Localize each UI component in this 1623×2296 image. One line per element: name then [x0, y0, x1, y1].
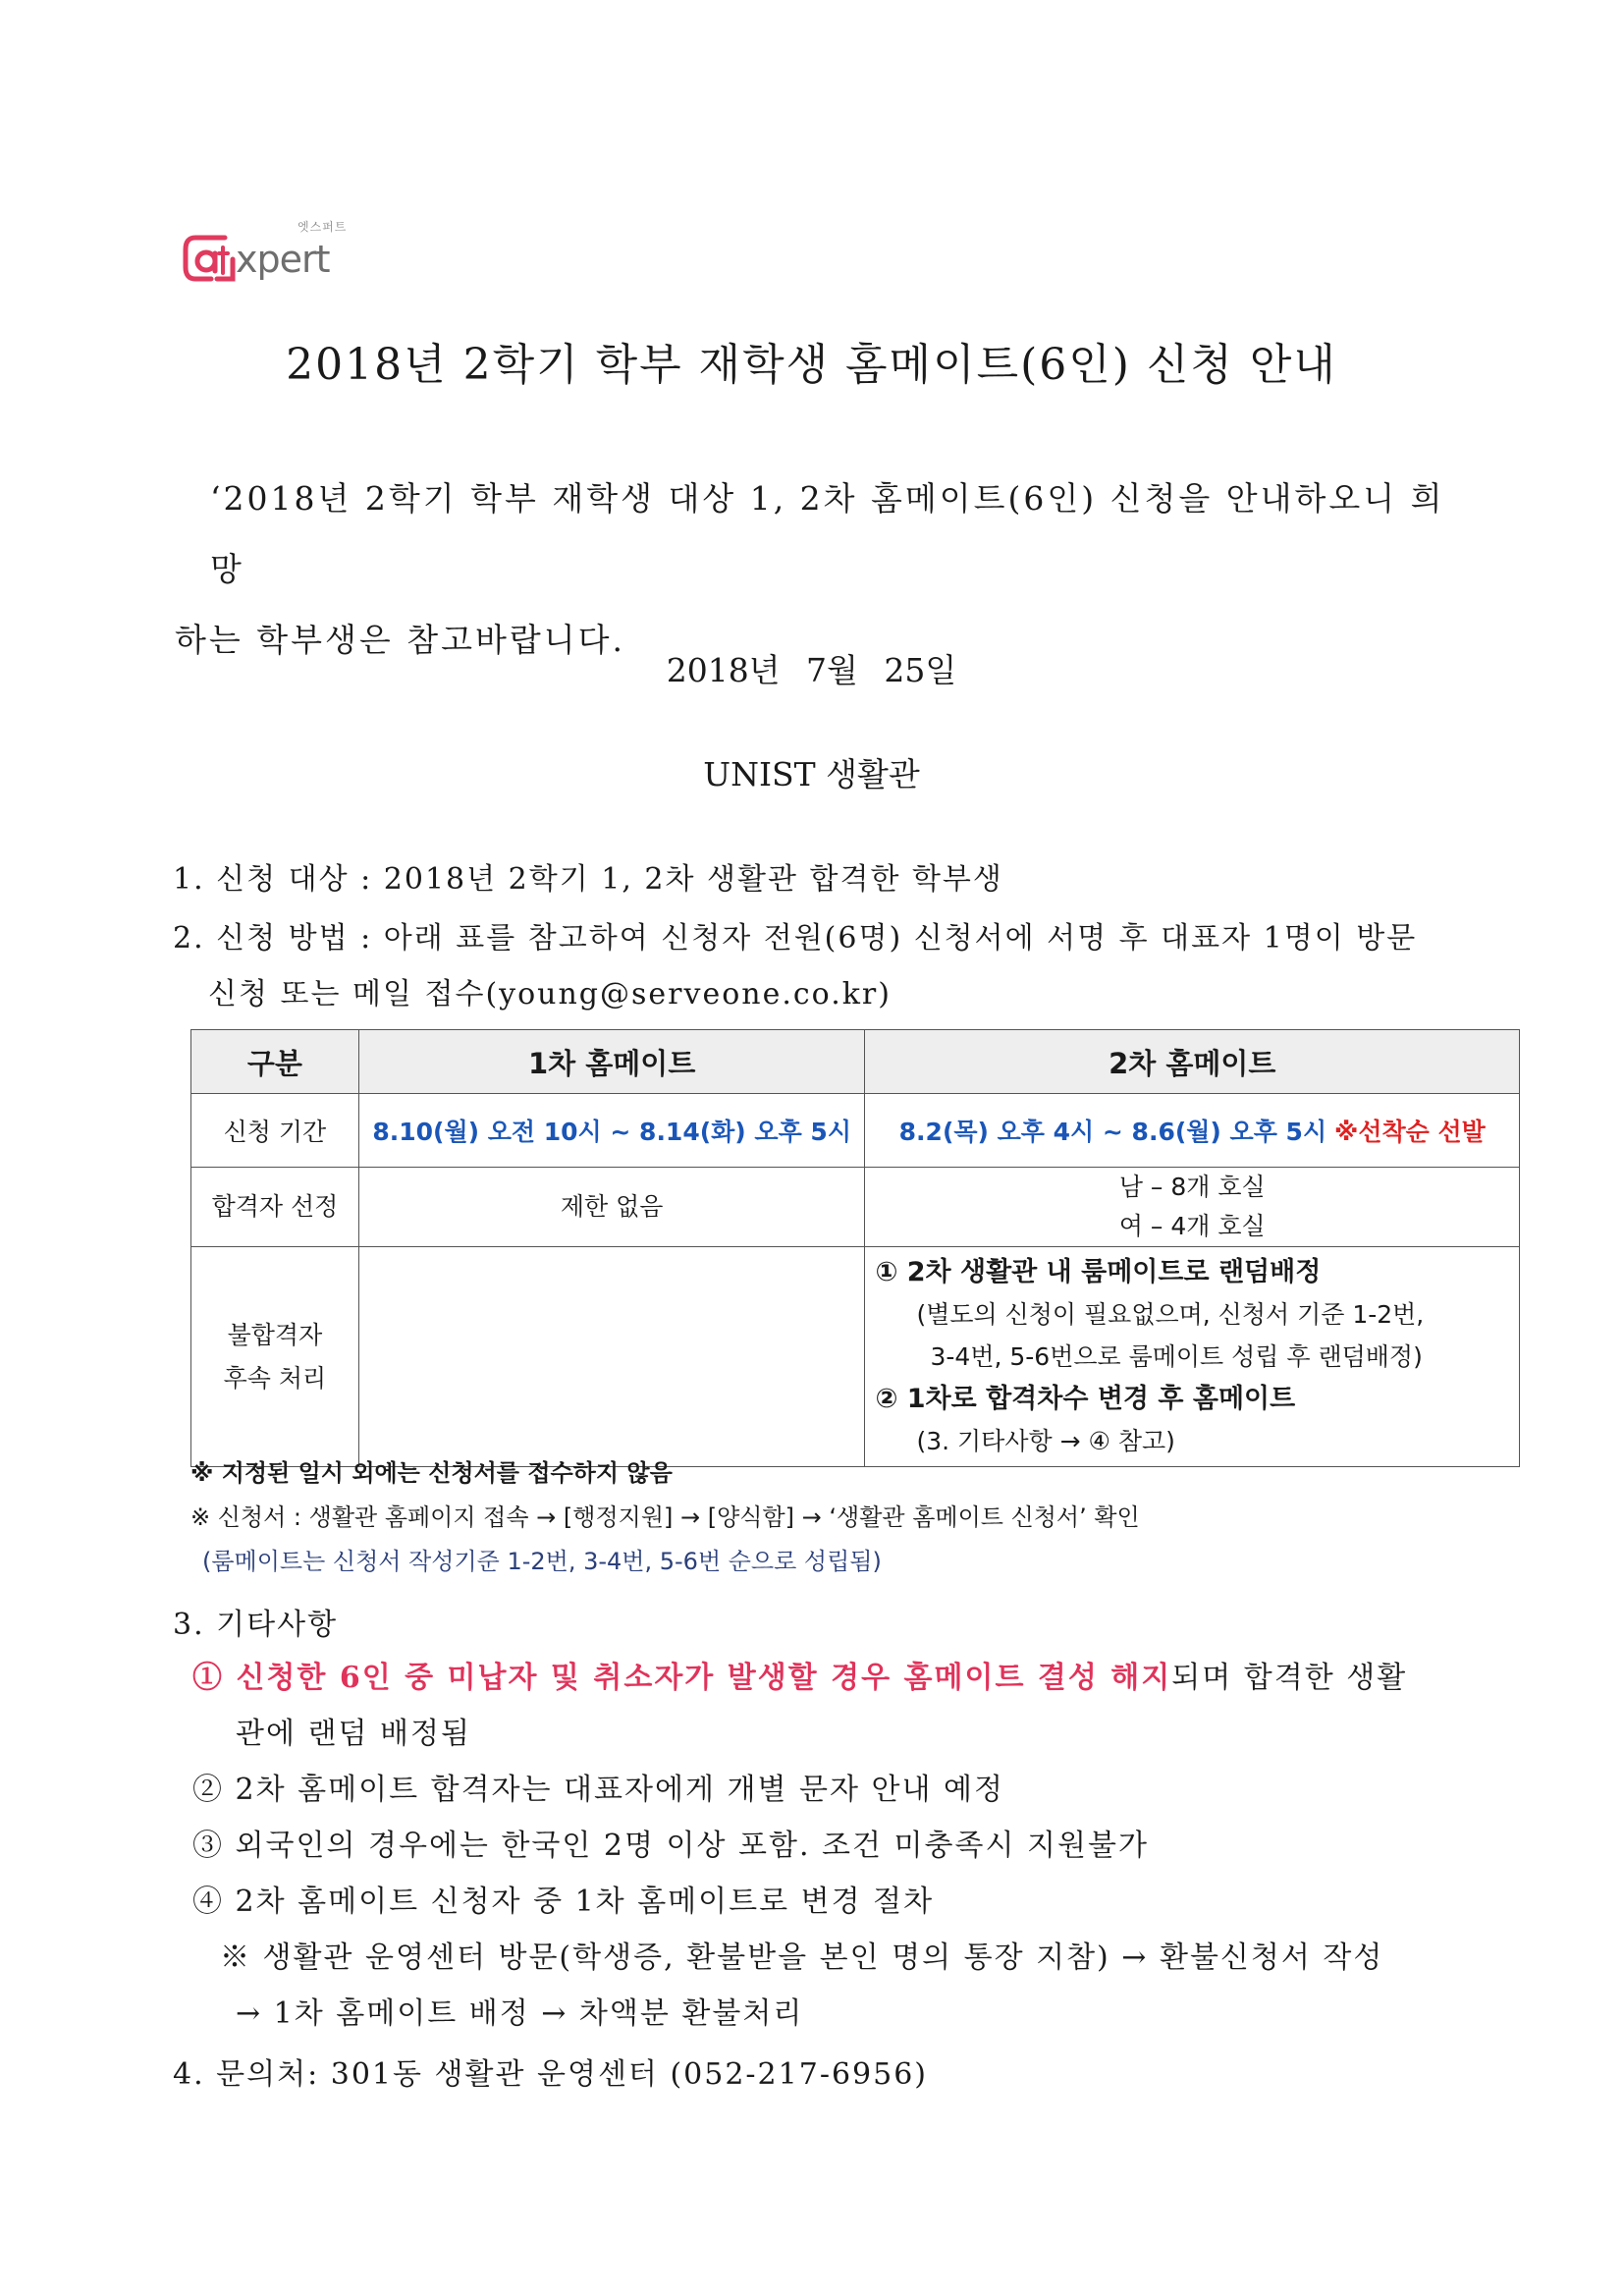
- section-4-contact: 4. 문의처: 301동 생활관 운영센터 (052-217-6956): [173, 2057, 929, 2092]
- selection-second-male: 남 – 8개 호실: [1118, 1173, 1266, 1201]
- period-label: 신청 기간: [191, 1094, 359, 1168]
- list-item-4-step-2: → 1차 홈메이트 배정 → 차액분 환불처리: [236, 1996, 804, 2031]
- followup-label-line-2: 후속 처리: [223, 1363, 327, 1393]
- homemate-schedule-table: [190, 1029, 1520, 1467]
- table-notes: [190, 1451, 1140, 1584]
- followup-label: [191, 1247, 359, 1467]
- intro-paragraph: [175, 464, 1471, 676]
- followup-option-1: ① 2차 생활관 내 룸메이트로 랜덤배정: [875, 1257, 1322, 1287]
- list-item-1: [192, 1650, 1479, 1706]
- followup-option-1-detail-a: (별도의 신청이 필요없으며, 신청서 기준 1-2번,: [916, 1300, 1425, 1329]
- note-application-form: ※ 신청서 : 생활관 홈페이지 접속 → [행정지원] → [양식함] → ‘생활관 홈메이트 신청서’ 확인: [190, 1503, 1140, 1531]
- list-item-2: ② 2차 홈메이트 합격자는 대표자에게 개별 문자 안내 예정: [192, 1773, 1004, 1807]
- table-header-second: 2차 홈메이트: [865, 1030, 1520, 1094]
- table-row-followup: [191, 1247, 1520, 1467]
- followup-label-line-1: 불합격자: [227, 1320, 323, 1349]
- followup-option-2: ② 1차로 합격차수 변경 후 홈메이트: [875, 1384, 1296, 1414]
- section-1-target: 1. 신청 대상 : 2018년 2학기 1, 2차 생활관 합격한 학부생: [173, 862, 1003, 897]
- table-header-row: [191, 1030, 1520, 1094]
- note-deadline: ※ 지정된 일시 외에는 신청서를 접수하지 않음: [190, 1459, 673, 1487]
- section-3-heading: 3. 기타사항: [173, 1608, 339, 1642]
- section-2-line-1: 2. 신청 방법 : 아래 표를 참고하여 신청자 전원(6명) 신청서에 서명 후 대표자 1명이 방문: [173, 921, 1418, 956]
- followup-first: [358, 1247, 865, 1467]
- selection-second: [865, 1168, 1520, 1247]
- table-row-selection: [191, 1168, 1520, 1247]
- list-item-1-highlight: ① 신청한 6인 중 미납자 및 취소자가 발생할 경우 홈메이트 결성 해지: [192, 1661, 1172, 1695]
- note-roommate-order: (룸메이트는 신청서 작성기준 1-2번, 3-4번, 5-6번 순으로 성립됨): [202, 1548, 882, 1575]
- document-date: 2018년 7월 25일: [666, 651, 957, 689]
- selection-first: 제한 없음: [358, 1168, 865, 1247]
- selection-second-female: 여 – 4개 호실: [1118, 1212, 1266, 1240]
- table-row-period: [191, 1094, 1520, 1168]
- followup-second: [865, 1247, 1520, 1467]
- list-item-3: ③ 외국인의 경우에는 한국인 2명 이상 포함. 조건 미충족시 지원불가: [192, 1829, 1149, 1863]
- section-2-method: [173, 910, 1469, 1022]
- list-item-4-step-1: ※ 생활관 운영센터 방문(학생증, 환불받을 본인 명의 통장 지참) → 환불신청서 작성: [220, 1941, 1384, 1975]
- period-first: 8.10(월) 오전 10시 ~ 8.14(화) 오후 5시: [358, 1094, 865, 1168]
- logo-korean-text: 엣스퍼트: [298, 220, 348, 234]
- followup-option-2-detail: (3. 기타사항 → ④ 참고): [916, 1427, 1175, 1455]
- intro-line-2: 하는 학부생은 참고바랍니다.: [175, 621, 626, 659]
- issuing-organization: UNIST 생활관: [703, 755, 920, 793]
- logo-at-mark-icon: [182, 230, 241, 287]
- atxpert-logo: [182, 218, 358, 287]
- document-title: 2018년 2학기 학부 재학생 홈메이트(6인) 신청 안내: [286, 340, 1337, 390]
- period-second-note: ※선착순 선발: [1334, 1118, 1486, 1146]
- list-item-4: ④ 2차 홈메이트 신청자 중 1차 홈메이트로 변경 절차: [192, 1885, 935, 1919]
- selection-label: 합격자 선정: [191, 1168, 359, 1247]
- logo-wordmark: xpert: [236, 238, 330, 281]
- followup-option-1-detail-b: 3-4번, 5-6번으로 룸메이트 성립 후 랜덤배정): [930, 1342, 1423, 1371]
- table-header-first: 1차 홈메이트: [358, 1030, 865, 1094]
- list-item-1-rest: 되며 합격한 생활: [1171, 1661, 1408, 1695]
- period-second-dates: 8.2(목) 오후 4시 ~ 8.6(월) 오후 5시: [898, 1118, 1327, 1146]
- table-header-category: 구분: [191, 1030, 359, 1094]
- period-second: [865, 1094, 1520, 1168]
- section-3-list: [192, 1650, 1479, 2042]
- list-item-1-continuation: 관에 랜덤 배정됨: [236, 1717, 471, 1751]
- section-2-line-2: 신청 또는 메일 접수(young@serveone.co.kr): [208, 977, 892, 1011]
- intro-line-1: ‘2018년 2학기 학부 재학생 대상 1, 2차 홈메이트(6인) 신청을 안내하오니 희망: [210, 479, 1445, 588]
